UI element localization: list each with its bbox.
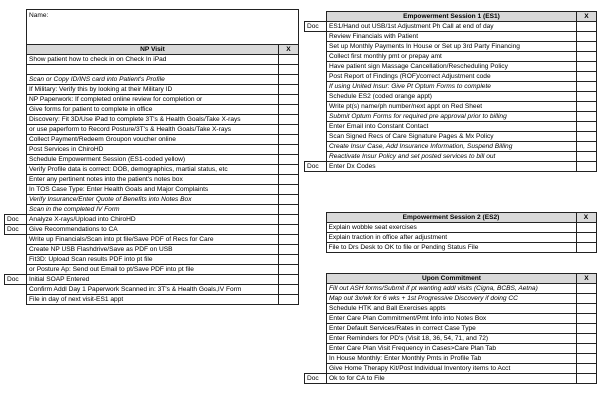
task-text: Enter Care Plan Commitment/Pmt Info into Notes Box	[327, 314, 577, 324]
checklist-row	[305, 284, 597, 294]
task-text: Give Recommendations to CA	[27, 225, 279, 235]
checklist-row	[5, 145, 299, 155]
task-text: Write up Financials/Scan into pt file/Save PDF of Recs for Care	[27, 235, 279, 245]
checklist-row	[305, 334, 597, 344]
doc-spacer	[305, 62, 327, 72]
checklist-row	[305, 294, 597, 304]
checklist-row	[5, 255, 299, 265]
check-cell[interactable]	[577, 132, 597, 142]
doc-spacer	[5, 255, 27, 265]
doc-spacer	[305, 42, 327, 52]
task-text: Fill out ASH forms/Submit if pt wanting addl visits (Cigna, BCBS, Aetna)	[327, 284, 577, 294]
checklist-row	[5, 85, 299, 95]
check-cell[interactable]	[577, 294, 597, 304]
task-text: Verify Profile data is correct: DOB, demographics, martial status, etc	[27, 165, 279, 175]
check-cell[interactable]	[279, 75, 299, 85]
doc-spacer	[305, 92, 327, 102]
doc-spacer	[5, 155, 27, 165]
check-cell[interactable]	[279, 155, 299, 165]
check-cell[interactable]	[577, 374, 597, 384]
doc-spacer	[305, 304, 327, 314]
check-cell[interactable]	[279, 175, 299, 185]
checklist-row	[304, 233, 596, 243]
check-cell[interactable]	[577, 42, 597, 52]
checklist-row	[5, 275, 299, 285]
checklist-row	[5, 155, 299, 165]
checklist-row	[5, 265, 299, 275]
doc-spacer	[5, 265, 27, 275]
task-text: Explain traction in office after adjustment	[326, 233, 576, 243]
check-cell[interactable]	[577, 304, 597, 314]
task-text: Map out 3x/wk for 6 wks + 1st Progressive Discovery if doing CC	[327, 294, 577, 304]
task-text: Scan Signed Recs of Care Signature Pages & Mx Policy	[327, 132, 577, 142]
check-cell[interactable]	[279, 285, 299, 295]
task-text: Create NP USB Flashdrive/Save as PDF on USB	[27, 245, 279, 255]
task-text: Discovery: Fit 3D/Use iPad to complete 3T's & Health Goals/Take X-rays	[27, 115, 279, 125]
checklist-row	[305, 364, 597, 374]
doc-spacer	[5, 75, 27, 85]
task-text: Ok to for CA to File	[327, 374, 577, 384]
task-text: File to Drs Desk to OK to file or Pending Status File	[326, 243, 576, 253]
check-cell[interactable]	[577, 62, 597, 72]
checklist-row	[305, 52, 597, 62]
check-cell[interactable]	[577, 314, 597, 324]
np-visit-title: NP Visit	[27, 45, 279, 55]
doc-spacer	[304, 243, 326, 253]
task-text: NP Paperwork: If completed online review for completion or	[27, 95, 279, 105]
checklist-row	[305, 304, 597, 314]
checklist-row	[5, 135, 299, 145]
checklist-row	[305, 142, 597, 152]
task-text: or use paperform to Record Posture/3T's & Health Goals/Take X-rays	[27, 125, 279, 135]
doc-label: Doc	[5, 275, 27, 285]
task-text: Confirm Addl Day 1 Paperwork Scanned in: 3T's & Health Goals,IV Form	[27, 285, 279, 295]
doc-spacer	[5, 135, 27, 145]
check-cell[interactable]	[279, 65, 299, 75]
task-text: Enter Dx Codes	[327, 162, 577, 172]
task-text: Enter Default Services/Rates in correct Case Type	[327, 324, 577, 334]
task-text: Schedule HTK and Ball Exercises appts	[327, 304, 577, 314]
checklist-row	[305, 344, 597, 354]
task-text: or Posture Ap: Send out Email to pt/Save PDF into pt file	[27, 265, 279, 275]
checklist-row	[5, 165, 299, 175]
es1-title: Empowerment Session 1 (ES1)	[327, 12, 577, 22]
check-cell[interactable]	[576, 223, 596, 233]
doc-spacer	[304, 223, 326, 233]
check-cell[interactable]	[279, 105, 299, 115]
doc-spacer	[305, 82, 327, 92]
checklist-row	[305, 92, 597, 102]
checklist-row	[5, 295, 299, 305]
check-cell[interactable]	[279, 195, 299, 205]
task-text: Create Insur Case, Add Insurance Information, Suspend Billing	[327, 142, 577, 152]
check-cell[interactable]	[279, 215, 299, 225]
checklist-row	[305, 82, 597, 92]
checklist-row	[5, 205, 299, 215]
doc-spacer	[5, 175, 27, 185]
check-cell[interactable]	[279, 135, 299, 145]
checklist-row	[305, 354, 597, 364]
checklist-row	[305, 314, 597, 324]
checklist-row	[5, 125, 299, 135]
task-text: Scan or Copy ID/INS card into Patient's Profile	[27, 75, 279, 85]
check-cell[interactable]	[577, 354, 597, 364]
doc-spacer	[5, 115, 27, 125]
checklist-row	[305, 324, 597, 334]
doc-spacer	[305, 102, 327, 112]
doc-spacer	[5, 185, 27, 195]
check-cell[interactable]	[577, 52, 597, 62]
check-cell[interactable]	[279, 245, 299, 255]
check-cell[interactable]	[577, 152, 597, 162]
task-text: Enter any pertinent notes into the patient's notes box	[27, 175, 279, 185]
checklist-row	[5, 75, 299, 85]
upon-commitment-header-row	[305, 274, 597, 284]
checklist-row	[5, 215, 299, 225]
task-text: Schedule Empowerment Session (ES1-coded yellow)	[27, 155, 279, 165]
checklist-row	[305, 22, 597, 32]
name-field[interactable]: Name:	[27, 10, 299, 45]
check-cell[interactable]	[279, 115, 299, 125]
doc-label: Doc	[5, 225, 27, 235]
doc-spacer	[304, 233, 326, 243]
task-text: Analyze X-rays/Upload into ChiroHD	[27, 215, 279, 225]
upon-commitment-x-header: X	[577, 274, 597, 284]
checklist-row	[5, 115, 299, 125]
task-text: Post Report of Findings (ROF)/correct Adjustment code	[327, 72, 577, 82]
check-cell[interactable]	[279, 55, 299, 65]
doc-spacer	[305, 324, 327, 334]
es2-header-row	[304, 213, 596, 223]
checklist-row	[305, 102, 597, 112]
checklist-row	[305, 32, 597, 42]
task-text: Enter Care Plan Visit Frequency in Cases>Care Plan Tab	[327, 344, 577, 354]
task-text: If using United Insur: Give Pt Optum Forms to complete	[327, 82, 577, 92]
checklist-row	[5, 285, 299, 295]
check-cell[interactable]	[279, 235, 299, 245]
check-cell[interactable]	[279, 165, 299, 175]
task-text: In House Monthly: Enter Monthly Pmts in Profile Tab	[327, 354, 577, 364]
check-cell[interactable]	[279, 185, 299, 195]
checklist-row	[305, 42, 597, 52]
es2-title: Empowerment Session 2 (ES2)	[326, 213, 576, 223]
doc-label: Doc	[5, 215, 27, 225]
checklist-row	[305, 72, 597, 82]
checklist-row	[304, 243, 596, 253]
name-row	[5, 10, 299, 45]
checklist-row	[305, 162, 597, 172]
task-text: Reactivate Insur Policy and set posted services to bill out	[327, 152, 577, 162]
task-text: ES1/Hand out USB/1st Adjustment Ph Call at end of day	[327, 22, 577, 32]
doc-spacer	[305, 142, 327, 152]
checklist-row	[5, 245, 299, 255]
doc-spacer	[5, 95, 27, 105]
task-text: File in day of next visit-ES1 appt	[27, 295, 279, 305]
task-text: If Military: Verify this by looking at their Military ID	[27, 85, 279, 95]
check-cell[interactable]	[577, 22, 597, 32]
doc-spacer	[305, 344, 327, 354]
check-cell[interactable]	[279, 85, 299, 95]
check-cell[interactable]	[577, 82, 597, 92]
check-cell[interactable]	[577, 324, 597, 334]
doc-spacer	[5, 55, 27, 65]
checklist-row	[5, 195, 299, 205]
doc-label: Doc	[305, 374, 327, 384]
upon-commitment-checklist	[304, 273, 597, 384]
es1-checklist	[304, 11, 597, 172]
checklist-row	[305, 374, 597, 384]
task-text: Collect Payment/Redeem Groupon voucher online	[27, 135, 279, 145]
check-cell[interactable]	[279, 145, 299, 155]
checklist-row	[305, 132, 597, 142]
checklist-row	[305, 152, 597, 162]
task-text: Write pt(s) name/ph number/next appt on Red Sheet	[327, 102, 577, 112]
check-cell[interactable]	[577, 92, 597, 102]
task-text: Have patient sign Massage Cancellation/Rescheduling Policy	[327, 62, 577, 72]
doc-spacer	[5, 125, 27, 135]
np-visit-checklist	[4, 9, 299, 305]
doc-spacer	[305, 284, 327, 294]
doc-spacer	[305, 294, 327, 304]
check-cell[interactable]	[577, 142, 597, 152]
checklist-row	[5, 95, 299, 105]
check-cell[interactable]	[577, 32, 597, 42]
check-cell[interactable]	[279, 255, 299, 265]
checklist-row	[5, 175, 299, 185]
es1-x-header: X	[577, 12, 597, 22]
task-text: Submit Optum Forms for required pre approval prior to billing	[327, 112, 577, 122]
doc-spacer	[305, 334, 327, 344]
task-text: Show patient how to check in on Check In iPad	[27, 55, 279, 65]
upon-commitment-title: Upon Commitment	[327, 274, 577, 284]
doc-spacer	[305, 314, 327, 324]
task-text: In TOS Case Type: Enter Health Goals and Major Complaints	[27, 185, 279, 195]
doc-spacer	[5, 65, 27, 75]
doc-label: Doc	[305, 162, 327, 172]
checklist-row	[5, 55, 299, 65]
checklist-row	[305, 122, 597, 132]
check-cell[interactable]	[279, 225, 299, 235]
check-cell[interactable]	[279, 95, 299, 105]
task-text	[27, 65, 279, 75]
task-text: Enter Reminders for PD's (Visit 18, 36, 54, 71, and 72)	[327, 334, 577, 344]
check-cell[interactable]	[576, 233, 596, 243]
check-cell[interactable]	[279, 295, 299, 305]
check-cell[interactable]	[279, 275, 299, 285]
np-visit-header-row	[5, 45, 299, 55]
task-text: Fit3D: Upload Scan results PDF into pt file	[27, 255, 279, 265]
task-text: Enter Email into Constant Contact	[327, 122, 577, 132]
doc-spacer	[305, 72, 327, 82]
task-text: Schedule ES2 (coded orange appt)	[327, 92, 577, 102]
doc-spacer	[305, 354, 327, 364]
check-cell[interactable]	[577, 122, 597, 132]
es2-checklist	[304, 212, 597, 253]
es1-header-row	[305, 12, 597, 22]
task-text: Post Services in ChiroHD	[27, 145, 279, 155]
check-cell[interactable]	[577, 72, 597, 82]
check-cell[interactable]	[577, 344, 597, 354]
doc-spacer	[5, 165, 27, 175]
doc-spacer	[5, 195, 27, 205]
doc-spacer	[5, 245, 27, 255]
doc-spacer	[305, 152, 327, 162]
doc-spacer	[5, 285, 27, 295]
check-cell[interactable]	[577, 102, 597, 112]
checklist-row	[305, 62, 597, 72]
doc-spacer	[5, 205, 27, 215]
doc-spacer	[305, 52, 327, 62]
task-text: Set up Monthly Payments In House or Set up 3rd Party Financing	[327, 42, 577, 52]
es2-x-header: X	[576, 213, 596, 223]
check-cell[interactable]	[577, 364, 597, 374]
np-visit-x-header: X	[279, 45, 299, 55]
check-cell[interactable]	[577, 334, 597, 344]
check-cell[interactable]	[577, 162, 597, 172]
check-cell[interactable]	[279, 265, 299, 275]
check-cell[interactable]	[279, 125, 299, 135]
task-text: Give forms for patient to complete in office	[27, 105, 279, 115]
doc-spacer	[305, 364, 327, 374]
check-cell[interactable]	[577, 284, 597, 294]
task-text: Scan in the completed IV Form	[27, 205, 279, 215]
doc-spacer	[305, 112, 327, 122]
task-text: Review Financials with Patient	[327, 32, 577, 42]
task-text: Give Home Therapy Kit/Post Individual Inventory items to Acct	[327, 364, 577, 374]
check-cell[interactable]	[279, 205, 299, 215]
checklist-row	[5, 185, 299, 195]
task-text: Explain wobble seat exercises	[326, 223, 576, 233]
checklist-row	[305, 112, 597, 122]
check-cell[interactable]	[577, 112, 597, 122]
doc-spacer	[5, 295, 27, 305]
task-text: Initial SOAP Entered	[27, 275, 279, 285]
doc-spacer	[305, 132, 327, 142]
checklist-row	[304, 223, 596, 233]
checklist-row	[5, 225, 299, 235]
checklist-row	[5, 235, 299, 245]
doc-label: Doc	[305, 22, 327, 32]
doc-spacer	[5, 145, 27, 155]
checklist-row	[5, 105, 299, 115]
task-text: Verify Insurance/Enter Quote of Benefits into Notes Box	[27, 195, 279, 205]
task-text: Collect first monthly pmt or prepay amt	[327, 52, 577, 62]
check-cell[interactable]	[576, 243, 596, 253]
doc-spacer	[5, 105, 27, 115]
doc-spacer	[305, 122, 327, 132]
checklist-row	[5, 65, 299, 75]
doc-spacer	[305, 32, 327, 42]
doc-spacer	[5, 85, 27, 95]
doc-spacer	[5, 235, 27, 245]
